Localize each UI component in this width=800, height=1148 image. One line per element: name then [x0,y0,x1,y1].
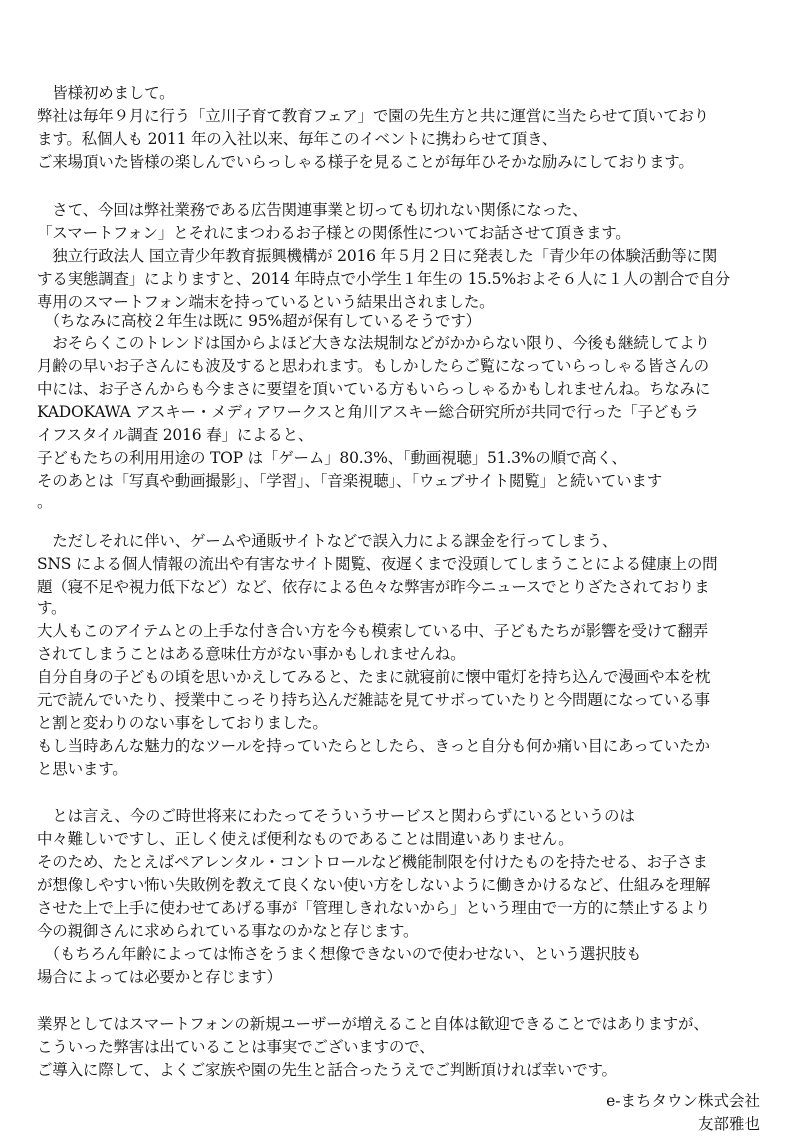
text-line: SNS による個人情報の流出や有害なサイト閲覧、夜遅くまで没頭してしまうことによる健康上の問 [37,555,718,573]
text-line: 弊社は毎年９月に行う「立川子育て教育フェア」で園の先生方と共に運営に当たらせて頂いており [37,107,709,125]
text-line: ただしそれに伴い、ゲームや通販サイトなどで誤入力による課金を行ってしまう、 [37,532,618,550]
text-line: 中には、お子さんからも今まさに要望を頂いている方もいらっしゃるかもしれませんね。ちなみに [37,380,711,398]
text-line: 題（寝不足や視力低下など）など、依存による色々な弊害が昨今ニュースでとりざたされておりま [37,578,710,596]
text-line: （ちなみに高校２年生は既に 95%超が保有しているそうです） [37,312,481,330]
text-line: とは言え、今のご時世将来にわたってそういうサービスと関わらずにいるというのは [37,807,635,825]
text-line: する実態調査」によりますと、2014 年時点で小学生１年生の 15.5%およそ６人に１人の割合で自分 [37,270,731,288]
text-line: が想像しやすい怖い失敗例を教えて良くない使い方をしないように働きかけるなど、仕組みを理解 [37,876,711,894]
text-line: イフスタイル調査 2016 春」によると、 [37,426,314,444]
text-line: （もちろん年齢によっては怖さをうまく想像できないので使わせない、という選択肢も [37,945,642,963]
text-line: そのあとは「写真や動画撮影」、「学習」、「音楽視聴」、「ウェブサイト閲覧」と続いています [37,472,662,490]
text-line: と割と変わりのない事をしておりました。 [37,714,328,732]
company-name: e-まちタウン株式会社 [606,1092,760,1110]
text-line: KADOKAWA アスキー・メディアワークスと角川アスキー総合研究所が共同で行った「子どもラ [37,403,699,421]
text-line: 元で読んでいたり、授業中こっそり持ち込んだ雑誌を見てサボっていたりと今問題になっている事 [37,691,710,709]
text-line: 皆様初めまして。 [37,84,175,102]
text-line: さて、今回は弊社業務である広告関連事業と切っても切れない関係になった、 [37,201,588,219]
author-name: 友部雅也 [697,1115,760,1133]
text-line: 大人もこのアイテムとの上手な付き合い方を今も模索している中、子どもたちが影響を受けて翻弄 [37,622,709,640]
text-line: させた上で上手に使わせてあげる事が「管理しきれないから」という理由で一方的に禁止するより [37,899,711,917]
text-line: ます。私個人も 2011 年の入社以来、毎年このイベントに携わらせて頂き、 [37,130,558,148]
text-line: 「スマートフォン」とそれにまつわるお子様との関係性についてお話させて頂きます。 [37,224,631,242]
text-line: 専用のスマートフォン端末を持っているという結果出されました。 [37,293,495,311]
text-line: もし当時あんな魅力的なツールを持っていたらとしたら、きっと自分も何か痛い目にあっていたか [37,737,710,755]
text-line: 子どもたちの利用用途の TOP は「ゲーム」80.3%、「動画視聴」51.3%の順で高く、 [37,449,627,467]
text-line: 今の親御さんに求められている事なのかなと存じます。 [37,922,419,940]
text-line: ご来場頂いた皆様の楽しんでいらっしゃる様子を見ることが毎年ひそかな励みにしております。 [37,153,694,171]
text-line: おそらくこのトレンドは国からよほど大きな法規制などがかからない限り、今後も継続してより [37,334,710,352]
text-line: されてしまうことはある意味仕方がない事かもしれませんね。 [37,645,466,663]
text-line: す。 [37,599,67,617]
text-line: 自分自身の子どもの頃を思いかえしてみると、たまに就寝前に懐中電灯を持ち込んで漫画や本を枕 [37,668,711,686]
text-line: そのため、たとえばペアレンタル・コントロールなど機能制限を付けたものを持たせる、お子さま [37,853,708,871]
text-line: 場合によっては必要かと存じます） [37,968,282,986]
text-line: 月齢の早いお子さんにも波及すると思われます。もしかしたらご覧になっていらっしゃる皆さんの [37,357,709,375]
text-line: ご導入に際して、よくご家族や園の先生と話合ったうえでご判断頂ければ幸いです。 [37,1061,617,1079]
text-line: こういった弊害は出ていることは事実でございますので、 [37,1038,435,1056]
text-line: 。 [37,493,53,511]
text-line: 業界としてはスマートフォンの新規ユーザーが増えること自体は歓迎できることではありますが、 [37,1015,709,1033]
text-line: 中々難しいですし、正しく使えば便利なものであることは間違いありません。 [37,830,574,848]
text-line: 独立行政法人 国立青少年教育振興機構が 2016 年５月２日に発表した「青少年の体験活動等に関 [37,247,718,265]
text-line: と思います。 [37,760,128,778]
